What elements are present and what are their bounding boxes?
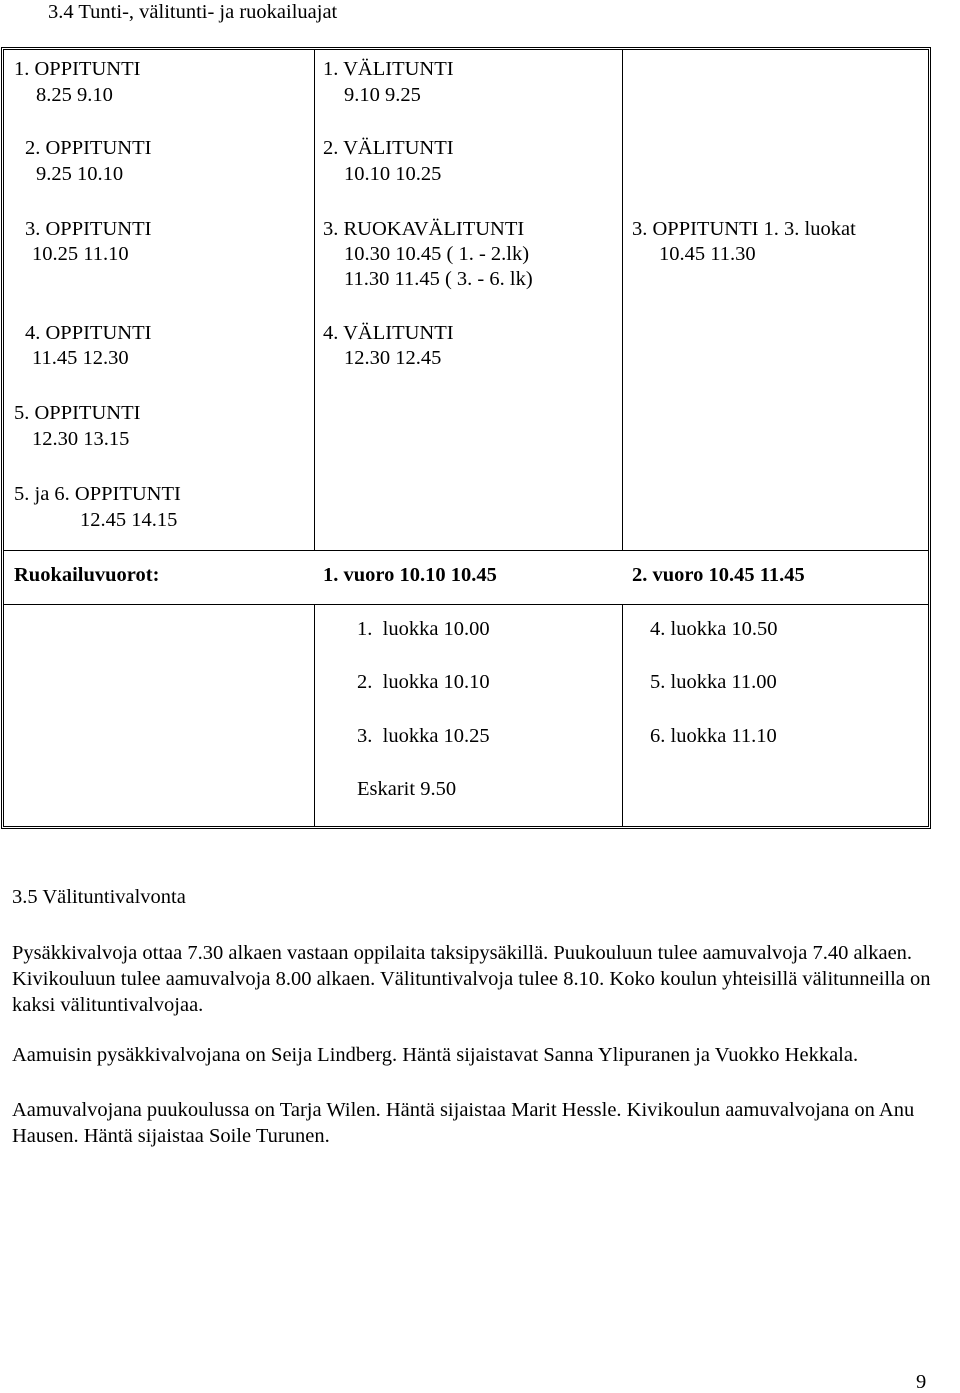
supervision-paragraph-3: Aamuvalvojana puukoulussa on Tarja Wilen. Häntä sijaistaa Marit Hessle. Kivikoulun aamuvalvojana on Anu Hausen. Häntä sijaistaa Soile Turunen. (12, 1099, 915, 1147)
preschool-meal-time: Eskarit 9.50 (357, 778, 457, 800)
lesson-4-time: 11.45 12.30 (32, 347, 129, 369)
lesson-3-title: 3. OPPITUNTI (25, 218, 152, 240)
table-divider (4, 550, 928, 551)
page-number: 9 (916, 1371, 927, 1393)
column-divider-1 (314, 50, 315, 550)
meal-column-divider-1 (314, 604, 315, 826)
lesson-1-time: 8.25 9.10 (36, 84, 113, 106)
column-divider-2 (622, 50, 623, 550)
break-3-time-a: 10.30 10.45 ( 1. - 2.lk) (344, 243, 530, 265)
break-2-title: 2. VÄLITUNTI (323, 137, 454, 159)
lesson-6-time: 12.45 14.15 (80, 509, 178, 531)
lesson-1-title: 1. OPPITUNTI (14, 58, 141, 80)
break-2-time: 10.10 10.25 (344, 163, 442, 185)
extra-lesson-title: 3. OPPITUNTI 1. 3. luokat (632, 218, 856, 240)
lesson-3-time: 10.25 11.10 (32, 243, 129, 265)
extra-lesson-time: 10.45 11.30 (659, 243, 756, 265)
meal-row-2-right: 5. luokka 11.00 (650, 671, 777, 693)
break-4-time: 12.30 12.45 (344, 347, 442, 369)
meal-row-1-right: 4. luokka 10.50 (650, 618, 778, 640)
meal-shifts-label: Ruokailuvuorot: (14, 564, 160, 586)
supervision-paragraph-2: Aamuisin pysäkkivalvojana on Seija Lindberg. Häntä sijaistavat Sanna Ylipuranen ja Vuokko Hekkala. (12, 1044, 859, 1066)
lesson-5-title: 5. OPPITUNTI (14, 402, 141, 424)
break-3-time-b: 11.30 11.45 ( 3. - 6. lk) (344, 268, 533, 290)
meal-row-2-left: 2. luokka 10.10 (357, 671, 490, 693)
supervision-heading: 3.5 Välituntivalvonta (12, 886, 186, 908)
meal-shift-2: 2. vuoro 10.45 11.45 (632, 564, 805, 586)
lesson-5-time: 12.30 13.15 (32, 428, 130, 450)
break-1-title: 1. VÄLITUNTI (323, 58, 454, 80)
schedule-table (1, 47, 931, 829)
lesson-2-title: 2. OPPITUNTI (25, 137, 152, 159)
meal-row-1-left: 1. luokka 10.00 (357, 618, 490, 640)
meal-column-divider-2 (622, 604, 623, 826)
break-1-time: 9.10 9.25 (344, 84, 421, 106)
meal-row-3-left: 3. luokka 10.25 (357, 725, 490, 747)
supervision-paragraph-1: Pysäkkivalvoja ottaa 7.30 alkaen vastaan oppilaita taksipysäkillä. Puukouluun tulee aamuvalvoja 7.40 alkaen. Kivikouluun tulee aamuvalvoja 8.00 alkaen. Välituntivalvoja tulee 8.10. Koko koulun yhteisillä välitunneilla on kaksi välituntivalvojaa. (12, 942, 931, 1016)
lesson-4-title: 4. OPPITUNTI (25, 322, 152, 344)
meal-shift-1: 1. vuoro 10.10 10.45 (323, 564, 497, 586)
lesson-2-time: 9.25 10.10 (36, 163, 124, 185)
break-3-title: 3. RUOKAVÄLITUNTI (323, 218, 525, 240)
section-heading: 3.4 Tunti-, välitunti- ja ruokailuajat (48, 1, 338, 23)
meal-row-3-right: 6. luokka 11.10 (650, 725, 777, 747)
meal-row-divider (4, 604, 928, 605)
break-4-title: 4. VÄLITUNTI (323, 322, 454, 344)
lesson-6-title: 5. ja 6. OPPITUNTI (14, 483, 181, 505)
